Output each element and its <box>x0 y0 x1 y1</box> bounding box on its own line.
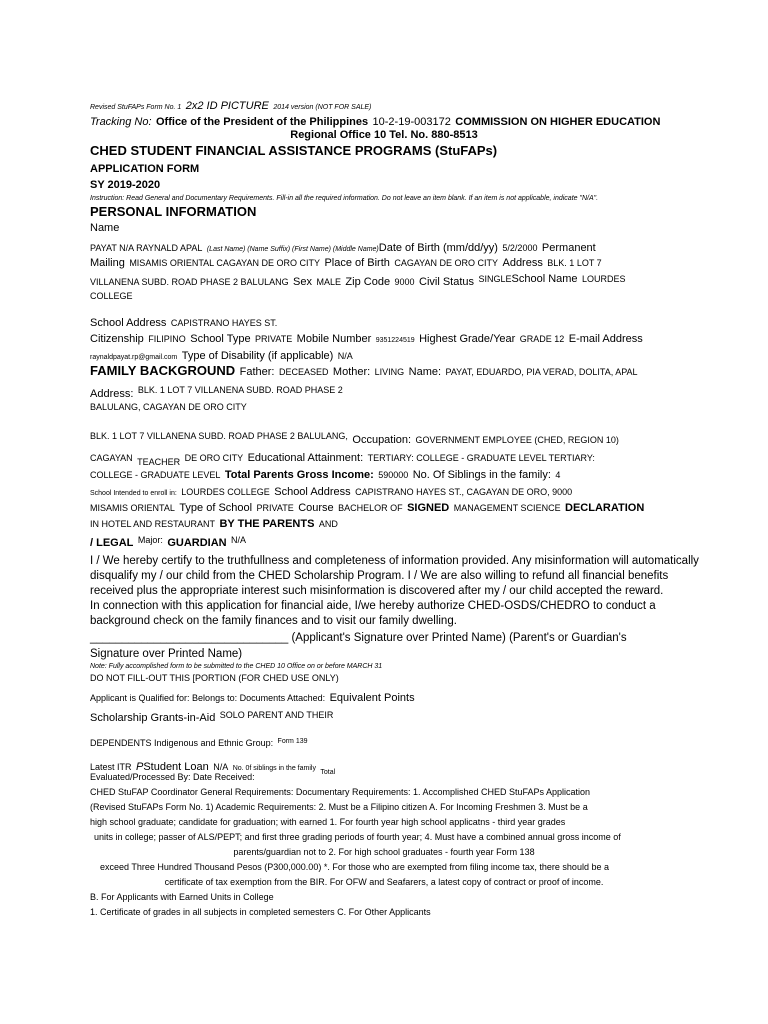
evaluated-line: Evaluated/Processed By: Date Received: <box>90 772 255 782</box>
form-version: 2014 version (NOT FOR SALE) <box>273 104 372 111</box>
requirements-r9: 1. Certificate of grades in all subjects in completed semesters C. For Other Applicants <box>90 907 431 917</box>
guardian-text: GUARDIAN <box>167 537 227 549</box>
signature-line-2: Signature over Printed Name) <box>90 648 243 660</box>
address-cont: VILLANENA SUBD. ROAD PHASE 2 BALULANG <box>90 277 289 287</box>
family-line-1 <box>90 362 708 380</box>
email-label: E-mail Address <box>568 333 643 345</box>
school-name-label: School Name <box>511 273 578 285</box>
requirements-r4: units in college; passer of ALS/PEPT; and first three grading periods of fourth year; 4. Must have a combined annual gross income of <box>94 832 621 842</box>
enroll-address-value: CAPISTRANO HAYES ST., CAGAYAN DE ORO, 9000 <box>355 487 573 497</box>
father-label: Father: <box>239 366 275 378</box>
mailing-label: Mailing <box>90 257 125 269</box>
personal-line-6 <box>90 329 708 347</box>
type-of-school-label: Type of School <box>179 502 253 514</box>
mother-status: LIVING <box>374 367 405 377</box>
sex-value: MALE <box>316 277 341 287</box>
course-cont: MANAGEMENT SCIENCE <box>453 503 561 513</box>
course-cont-2: IN HOTEL AND RESTAURANT <box>90 519 216 529</box>
requirements-r1: CHED StuFAP Coordinator General Requirements: Documentary Requirements: 1. Accomplished CHED StuFAPs Application <box>90 787 591 797</box>
education-value: TERTIARY: COLLEGE - GRADUATE LEVEL TERTIARY: <box>367 453 595 463</box>
tracking-number: 10-2-19-003172 <box>372 116 451 128</box>
deoro-text: DE ORO CITY <box>184 453 244 463</box>
course-value: BACHELOR OF <box>338 503 403 513</box>
income-label: Total Parents Gross Income: <box>224 469 374 481</box>
occupation-value: GOVERNMENT EMPLOYEE (CHED, REGION 10) <box>415 435 619 445</box>
school-address-label: School Address <box>90 317 167 329</box>
parents-names: PAYAT, EDUARDO, PIA VERAD, DOLITA, APAL <box>445 367 638 377</box>
name-hint: (Last Name) (Name Suffix) (First Name) (Middle Name) <box>206 246 379 253</box>
school-name-value: LOURDES <box>582 274 626 284</box>
legal-text: / LEGAL <box>90 537 134 549</box>
family-line-7 <box>90 482 708 500</box>
grants-label: Scholarship Grants-in-Aid <box>90 712 216 724</box>
school-year: SY 2019-2020 <box>90 179 161 191</box>
solo-parent-text: SOLO PARENT AND THEIR <box>219 710 334 720</box>
school-address-line <box>90 313 708 331</box>
school-name-cont: COLLEGE <box>90 291 133 301</box>
pob-value: CAGAYAN DE ORO CITY <box>394 258 499 268</box>
student-loan-label: Student Loan <box>143 761 209 773</box>
grade-value: GRADE 12 <box>519 334 565 344</box>
occupation-label: Occupation: <box>352 434 412 446</box>
enroll-address-label: School Address <box>274 486 351 498</box>
qualified-label: Applicant is Qualified for: Belongs to: Documents Attached: <box>90 693 326 703</box>
declaration-p3: received plus the appropriate interest such misinformation is discovered after my / our child accepted the reward. <box>90 585 664 597</box>
mailing-value: MISAMIS ORIENTAL CAGAYAN DE ORO CITY <box>129 258 321 268</box>
education-label: Educational Attainment: <box>247 452 364 464</box>
equivalent-points-label: Equivalent Points <box>329 692 415 704</box>
dob-value: 5/2/2000 <box>502 243 538 253</box>
requirements-r6: exceed Three Hundred Thousand Pesos (P300,000.00) *. For those who are exempted from filing income tax, there should be a <box>100 862 609 872</box>
dependents-label: DEPENDENTS Indigenous and Ethnic Group: <box>90 738 274 748</box>
personal-line-7 <box>90 346 708 364</box>
siblings-label: No. Of Siblings in the family: <box>412 469 551 481</box>
parents-address-1: BLK. 1 LOT 7 VILLANENA SUBD. ROAD PHASE 2 <box>137 385 343 395</box>
citizenship-value: FILIPINO <box>148 334 186 344</box>
signature-line: _______________________________ (Applicant's Signature over Printed Name) (Parent's or Guardian's <box>90 632 627 644</box>
instruction-text: Instruction: Read General and Documentary Requirements. Fill-in all the required information. Do not leave an item blank. If an item is not applicable, indicate "N/A". <box>90 195 599 202</box>
requirements-r8: B. For Applicants with Earned Units in College <box>90 892 274 902</box>
latest-itr-label: Latest ITR <box>90 762 132 772</box>
total-label: Total <box>320 769 336 776</box>
personal-line-2 <box>90 253 708 271</box>
tracking-label: Tracking No: <box>90 116 152 128</box>
and-text: AND <box>318 519 338 529</box>
declaration-heading: DECLARATION <box>565 502 645 514</box>
province-text: MISAMIS ORIENTAL <box>90 503 175 513</box>
family-line-5 <box>90 448 708 466</box>
family-line-4 <box>90 426 708 444</box>
requirements-r7: certificate of tax exemption from the BIR. For OFW and Seafarers, a latest copy of contract or proof of income. <box>164 877 604 887</box>
mother-label: Mother: <box>332 366 371 378</box>
requirements-r3: high school graduate; candidate for graduation; with earned 1. For fourth year high school applicatns - third year grades <box>90 817 566 827</box>
requirements-r2: (Revised StuFAPs Form No. 1) Academic Requirements: 2. Must be a Filipino citizen A. For Incoming Freshmen 3. Must be a <box>90 802 588 812</box>
education-cont: COLLEGE - GRADUATE LEVEL <box>90 470 221 480</box>
school-address-value: CAPISTRANO HAYES ST. <box>170 318 278 328</box>
family-heading: FAMILY BACKGROUND <box>90 363 236 378</box>
siblings-in-family-label: No. 0f siblings in the family <box>232 765 316 772</box>
parents-address-2: BALULANG, CAGAYAN DE ORO CITY <box>90 402 247 412</box>
address-label: Address <box>502 257 543 269</box>
family-line-10 <box>90 533 708 551</box>
address-value: BLK. 1 LOT 7 <box>547 258 602 268</box>
qualified-line <box>90 688 708 706</box>
permanent-label: Permanent <box>541 242 596 254</box>
income-value: 590000 <box>378 470 409 480</box>
signed-text: SIGNED <box>407 502 450 514</box>
siblings-value: 4 <box>555 470 561 480</box>
parents-name-label: Name: <box>408 366 442 378</box>
mobile-label: Mobile Number <box>296 333 372 345</box>
form-139-text: Form 139 <box>277 738 308 745</box>
submission-note: Note: Fully accomplished form to be submitted to the CHED 10 Office on or before MARCH 31 <box>90 663 383 670</box>
mobile-value: 9351224519 <box>375 337 415 344</box>
sex-label: Sex <box>293 276 312 288</box>
civil-status-label: Civil Status <box>419 276 475 288</box>
grade-label: Highest Grade/Year <box>419 333 516 345</box>
course-label: Course <box>298 502 334 514</box>
personal-info-heading: PERSONAL INFORMATION <box>90 204 257 219</box>
personal-line-3 <box>90 272 708 290</box>
civil-status-value: SINGLE <box>478 274 512 284</box>
enroll-value: LOURDES COLLEGE <box>181 487 270 497</box>
commission-name: COMMISSION ON HIGHER EDUCATION <box>455 116 661 128</box>
student-loan-value: N/A <box>213 762 229 772</box>
cagayan-text: CAGAYAN <box>90 453 133 463</box>
parents-address-3: BLK. 1 LOT 7 VILLANENA SUBD. ROAD PHASE 2 BALULANG, <box>90 431 348 441</box>
office-name: Office of the President of the Philippines <box>156 116 369 128</box>
major-value: N/A <box>231 535 247 545</box>
family-line-8 <box>90 498 708 516</box>
requirements-r5: parents/guardian not to 2. For high school graduates - fourth year Form 138 <box>233 847 535 857</box>
dob-label: Date of Birth (mm/dd/yy) <box>378 242 498 254</box>
disability-value: N/A <box>337 351 353 361</box>
email-value: raynaldpayat.rp@gmail.com <box>90 354 178 361</box>
teacher-text: TEACHER <box>137 457 181 467</box>
parents-address-label: Address: <box>90 388 134 400</box>
form-number: Revised StuFAPs Form No. 1 <box>90 104 182 111</box>
application-form-title: APPLICATION FORM <box>90 163 200 175</box>
program-title: CHED STUDENT FINANCIAL ASSISTANCE PROGRAMS (StuFAPs) <box>90 143 498 158</box>
zip-label: Zip Code <box>345 276 391 288</box>
declaration-p5: background check on the family finances and to visit our family dwelling. <box>90 615 457 627</box>
enroll-label: School Intended to enroll in: <box>90 490 177 497</box>
citizenship-label: Citizenship <box>90 333 144 345</box>
father-status: DECEASED <box>278 367 329 377</box>
p-letter: P <box>135 761 144 773</box>
tracking-line <box>90 112 708 130</box>
name-label: Name <box>90 222 120 234</box>
family-line-9 <box>90 514 708 532</box>
form-header-line <box>90 96 708 114</box>
declaration-p4: In connection with this application for financial aide, I/we hereby authorize CHED-OSDS/CHEDRO to conduct a <box>90 600 656 612</box>
school-type-value: PRIVATE <box>255 334 293 344</box>
type-of-school-value: PRIVATE <box>256 503 294 513</box>
zip-value: 9000 <box>394 277 415 287</box>
pob-label: Place of Birth <box>324 257 390 269</box>
family-line-2 <box>90 380 708 398</box>
by-parents-text: BY THE PARENTS <box>219 518 315 530</box>
applicant-name: PAYAT N/A RAYNALD APAL <box>90 243 203 253</box>
regional-office: Regional Office 10 Tel. No. 880-8513 <box>290 129 478 141</box>
id-picture-label: 2x2 ID PICTURE <box>185 100 269 112</box>
dependents-line <box>90 733 708 751</box>
ched-use-only: DO NOT FILL-OUT THIS [PORTION (FOR CHED USE ONLY) <box>90 673 339 683</box>
disability-label: Type of Disability (if applicable) <box>181 350 334 362</box>
grants-line <box>90 708 708 726</box>
declaration-p2: disqualify my / our child from the CHED Scholarship Program. I / We are also willing to refund all financial benefits <box>90 570 669 582</box>
family-line-6 <box>90 465 708 483</box>
school-type-label: School Type <box>190 333 251 345</box>
declaration-p1: I / We hereby certify to the truthfullness and completeness of information provided. Any misinformation will automatically <box>90 555 699 567</box>
major-label: Major: <box>137 535 163 545</box>
